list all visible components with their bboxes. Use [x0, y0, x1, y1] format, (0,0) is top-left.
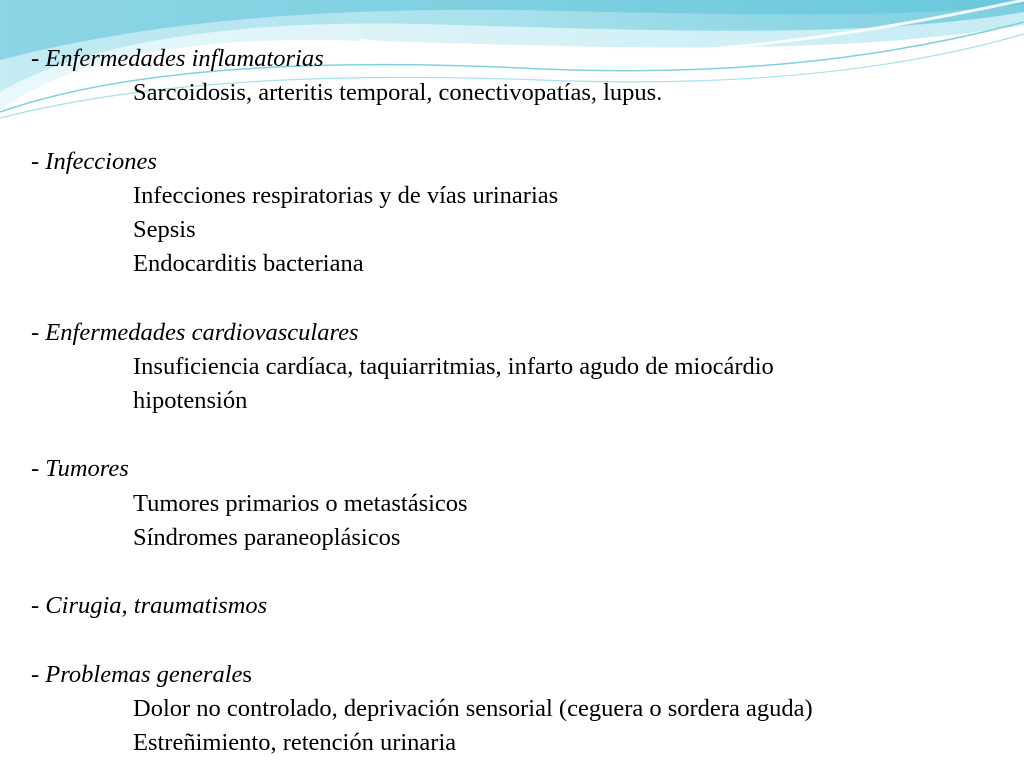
section-heading: [31, 145, 1001, 179]
spacer: [31, 281, 1001, 315]
list-item: Estreñimiento, retención urinaria: [133, 728, 457, 756]
heading-title: Enfermedades cardiovasculares: [45, 318, 359, 346]
list-item: Infecciones respiratorias y de vías urinarias: [133, 181, 559, 209]
heading-title: Cirugia, traumatismos: [45, 592, 268, 620]
list-item: Dolor no controlado, deprivación sensorial (ceguera o sordera aguda): [133, 694, 813, 722]
heading-title: Tumores: [45, 455, 129, 483]
heading-title: Problemas generale: [45, 660, 243, 688]
heading-dash: -: [31, 660, 46, 688]
section-inflamatorias: [31, 42, 1001, 110]
heading-dash: -: [31, 592, 46, 620]
section-heading: [31, 42, 1001, 76]
slide-body: [31, 42, 1001, 760]
section-heading: [31, 316, 1001, 350]
list-item: Tumores primarios o metastásicos: [133, 489, 468, 517]
section-infecciones: [31, 145, 1001, 282]
list-item: Sarcoidosis, arteritis temporal, conectivopatías, lupus.: [133, 79, 663, 107]
section-problemas-generales: [31, 658, 1001, 761]
list-item: Endocarditis bacteriana: [133, 250, 364, 278]
list-item: hipotensión: [133, 387, 248, 414]
list-item: Sepsis: [133, 216, 196, 243]
section-tumores: [31, 452, 1001, 555]
section-heading: [31, 589, 1001, 623]
heading-title: Infecciones: [45, 147, 157, 175]
section-cirugia: [31, 589, 1001, 623]
spacer: [31, 623, 1001, 657]
heading-dash: -: [31, 318, 46, 346]
spacer: [31, 110, 1001, 144]
heading-dash: -: [31, 455, 46, 483]
list-item: Insuficiencia cardíaca, taquiarritmias, infarto agudo de miocárdio: [133, 352, 774, 380]
heading-suffix: s: [242, 660, 252, 688]
section-heading: [31, 658, 1001, 692]
spacer: [31, 418, 1001, 452]
heading-dash: -: [31, 45, 46, 72]
section-heading: [31, 452, 1001, 486]
section-cardiovasculares: [31, 316, 1001, 419]
heading-dash: -: [31, 147, 46, 175]
spacer: [31, 555, 1001, 589]
heading-title: Enfermedades inflamatorias: [45, 45, 324, 72]
list-item: Síndromes paraneoplásicos: [133, 523, 401, 551]
